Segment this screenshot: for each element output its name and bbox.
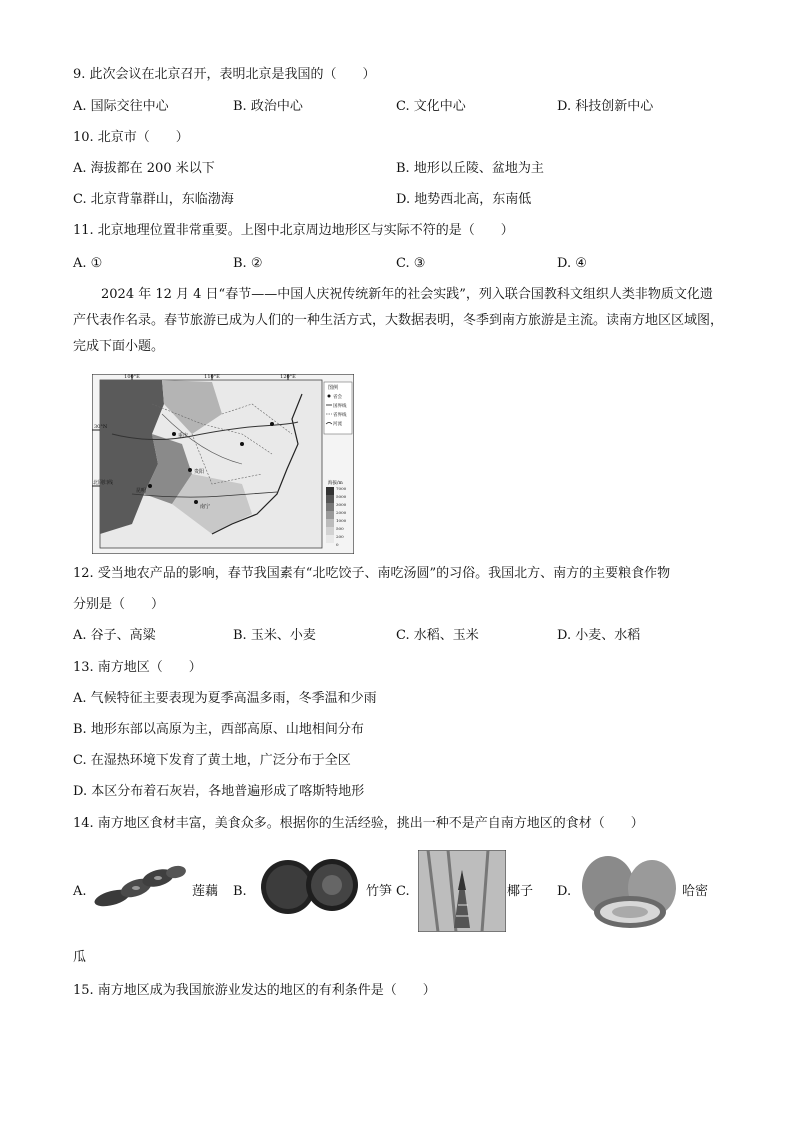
legend-province-border: 省界线 bbox=[333, 413, 347, 418]
hami-melon-image[interactable] bbox=[578, 850, 680, 932]
lon-label-100: 100°E bbox=[124, 374, 140, 380]
q12-stem-line1: 12. 受当地农产品的影响，春节我国素有“北吃饺子、南吃汤圆”的习俗。我国北方、南方的主要粮食作物 bbox=[73, 566, 671, 581]
q14-option-b-letter[interactable]: B. bbox=[233, 884, 247, 899]
q14-option-a-name: 莲藕 bbox=[192, 884, 219, 899]
q10-option-c[interactable]: C. 北京背靠群山，东临渤海 bbox=[73, 192, 234, 207]
q13-stem: 13. 南方地区（ ） bbox=[73, 660, 202, 675]
elev-7000: 7000 bbox=[336, 486, 347, 491]
elevation-title: 海拔/m bbox=[328, 481, 343, 486]
elev-200: 200 bbox=[336, 534, 344, 539]
q11-stem: 11. 北京地理位置非常重要。上图中北京周边地形区与实际不符的是（ ） bbox=[73, 223, 514, 238]
q14-option-d-name-wrap: 瓜 bbox=[73, 950, 87, 965]
q12-option-b[interactable]: B. 玉米、小麦 bbox=[233, 628, 316, 643]
elev-0: 0 bbox=[336, 542, 339, 547]
southern-region-map bbox=[92, 374, 354, 554]
lat-label-30: 30°N bbox=[94, 424, 108, 430]
q13-option-d[interactable]: D. 本区分布着石灰岩，各地普遍形成了喀斯特地形 bbox=[73, 784, 365, 799]
q13-option-a[interactable]: A. 气候特征主要表现为夏季高温多雨，冬季温和少雨 bbox=[73, 691, 377, 706]
elev-5000: 5000 bbox=[336, 494, 347, 499]
q14-option-c-letter[interactable]: C. bbox=[396, 884, 410, 899]
q11-option-d[interactable]: D. ④ bbox=[557, 256, 587, 271]
q13-option-c[interactable]: C. 在湿热环境下发育了黄土地，广泛分布于全区 bbox=[73, 753, 351, 768]
q10-stem: 10. 北京市（ ） bbox=[73, 130, 189, 145]
q14-option-c-name: 椰子 bbox=[507, 884, 534, 899]
legend-river: 河流 bbox=[333, 422, 342, 427]
q14-stem: 14. 南方地区食材丰富，美食众多。根据你的生活经验，挑出一种不是产自南方地区的食材（ ） bbox=[73, 816, 644, 831]
coconut-image[interactable] bbox=[418, 850, 506, 932]
q12-option-c[interactable]: C. 水稻、玉米 bbox=[396, 628, 479, 643]
q14-option-d-name: 哈密 bbox=[682, 884, 709, 899]
q11-option-c[interactable]: C. ③ bbox=[396, 256, 426, 271]
place-chongqing: 重庆 bbox=[178, 433, 189, 439]
elev-1000: 1000 bbox=[336, 518, 347, 523]
legend-national-border: 国界线 bbox=[333, 404, 347, 409]
lotus-root-image[interactable] bbox=[92, 858, 188, 910]
q14-option-b-name: 竹笋 bbox=[366, 884, 393, 899]
q12-stem-line2: 分别是（ ） bbox=[73, 597, 165, 612]
q13-option-b[interactable]: B. 地形东部以高原为主，西部高原、山地相间分布 bbox=[73, 722, 364, 737]
lon-label-110: 110°E bbox=[204, 374, 220, 380]
q9-option-b[interactable]: B. 政治中心 bbox=[233, 99, 303, 114]
elev-500: 500 bbox=[336, 526, 344, 531]
q9-option-d[interactable]: D. 科技创新中心 bbox=[557, 99, 654, 114]
legend-capital: 省会 bbox=[333, 395, 342, 400]
reading-passage: 2024 年 12 月 4 日“春节——中国人庆祝传统新年的社会实践”，列入联合国教科文组织人类非物质文化遗产代表作名录。春节旅游已成为人们的一种生活方式，大数据表明，冬季到南方旅游是主流。读南方地区区域图，完成下面小题。 bbox=[73, 287, 724, 354]
bamboo-shoot-image[interactable] bbox=[252, 855, 364, 915]
place-guiyang: 贵阳 bbox=[194, 469, 205, 475]
q9-option-c[interactable]: C. 文化中心 bbox=[396, 99, 466, 114]
q11-option-a[interactable]: A. ① bbox=[73, 256, 103, 271]
q14-option-d-letter[interactable]: D. bbox=[557, 884, 572, 899]
elev-3000: 3000 bbox=[336, 502, 347, 507]
q9-stem: 9. 此次会议在北京召开，表明北京是我国的（ ） bbox=[73, 67, 376, 82]
q10-option-b[interactable]: B. 地形以丘陵、盆地为主 bbox=[396, 161, 544, 176]
place-nanning: 南宁 bbox=[200, 504, 211, 510]
lat-label-tropic: 北回归线 bbox=[93, 480, 114, 486]
q10-option-d[interactable]: D. 地势西北高，东南低 bbox=[396, 192, 532, 207]
legend-title: 图例 bbox=[328, 385, 339, 391]
elev-2000: 2000 bbox=[336, 510, 347, 515]
lon-label-120: 120°E bbox=[280, 374, 296, 380]
place-kunming: 昆明 bbox=[136, 488, 147, 494]
q15-stem: 15. 南方地区成为我国旅游业发达的地区的有利条件是（ ） bbox=[73, 983, 436, 998]
q11-option-b[interactable]: B. ② bbox=[233, 256, 263, 271]
q12-option-a[interactable]: A. 谷子、高粱 bbox=[73, 628, 156, 643]
q12-option-d[interactable]: D. 小麦、水稻 bbox=[557, 628, 641, 643]
q10-option-a[interactable]: A. 海拔都在 200 米以下 bbox=[73, 161, 215, 176]
q9-option-a[interactable]: A. 国际交往中心 bbox=[73, 99, 169, 114]
q14-option-a-letter[interactable]: A. bbox=[73, 884, 87, 899]
